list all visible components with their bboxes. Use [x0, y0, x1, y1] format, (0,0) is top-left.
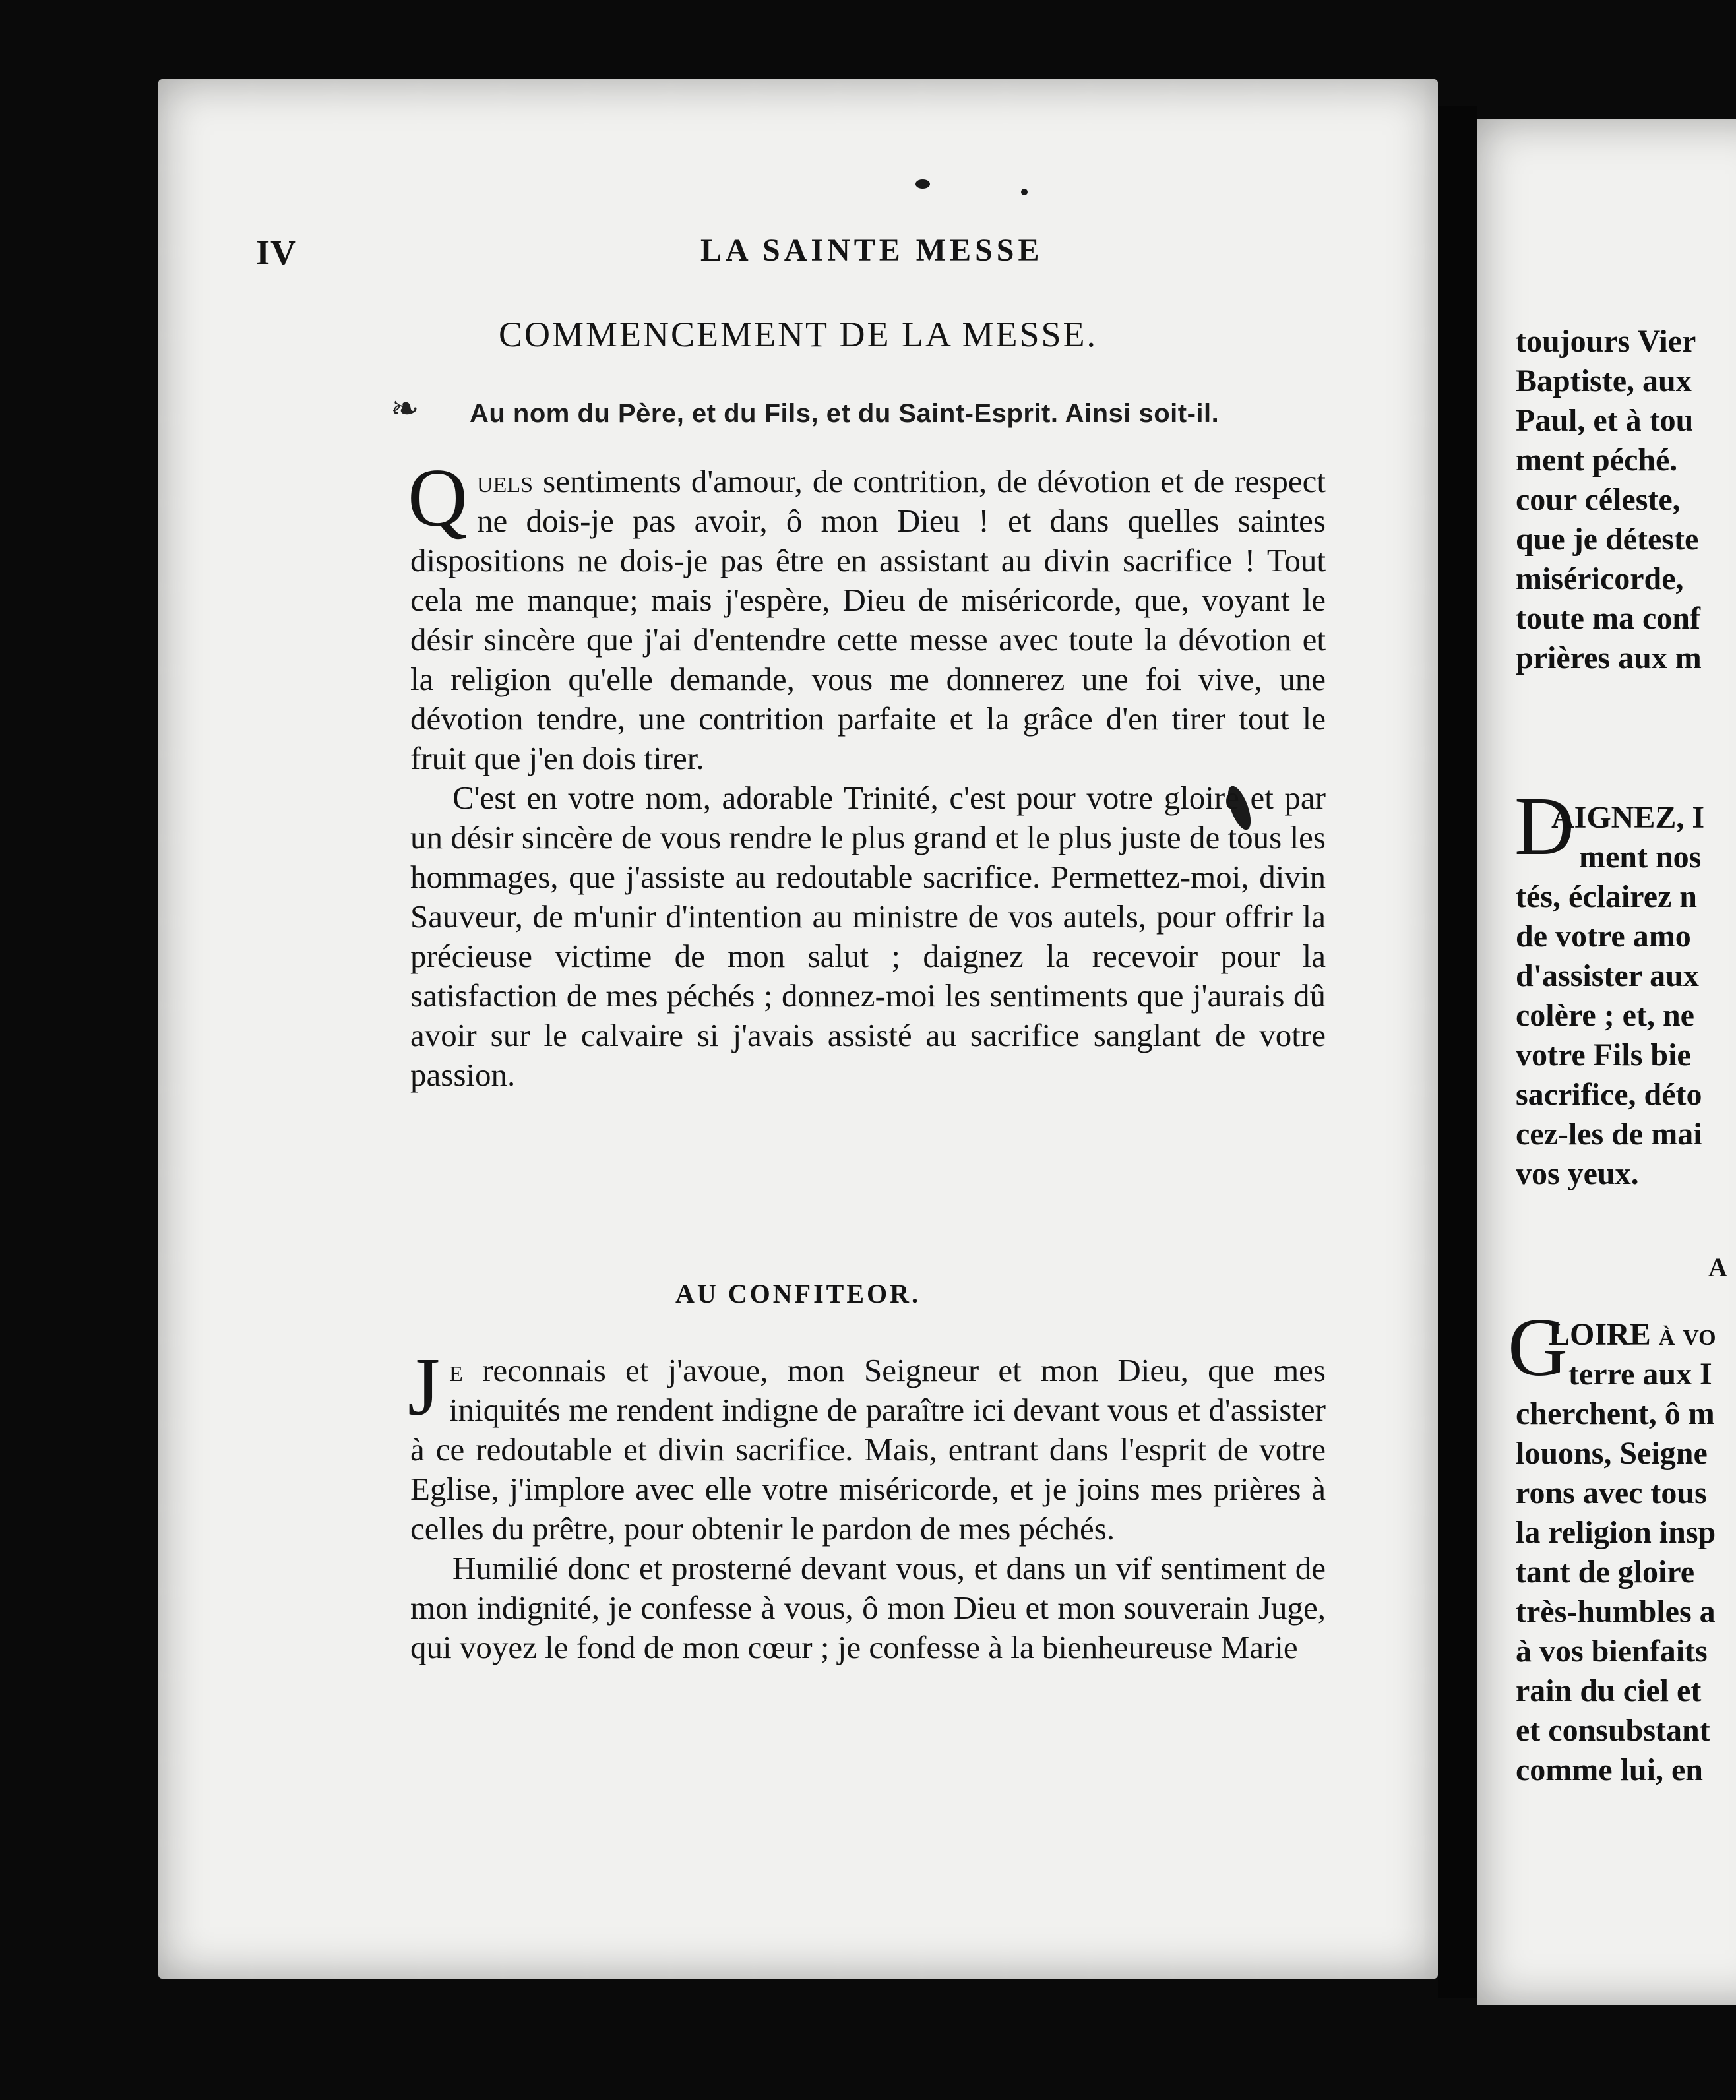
paragraph: [408, 1342, 1326, 1549]
section-title-commencement: COMMENCEMENT DE LA MESSE.: [498, 315, 1098, 354]
ink-blot: [915, 179, 930, 189]
right-section-title-fragment: A: [1708, 1252, 1730, 1282]
drop-cap: D: [1514, 781, 1574, 873]
text-line: comme lui, en: [1516, 1752, 1703, 1787]
text-line: cherchent, ô m: [1516, 1396, 1715, 1431]
drop-cap: G: [1508, 1302, 1568, 1394]
text-line: ment nos: [1579, 840, 1702, 875]
paragraph: C'est en votre nom, adorable Trinité, c'est pour votre gloire et par un désir sincère de vous rendre le plus grand et le plus juste de tous les hommages, que j'assiste au redoutable sacrifice. Permettez-moi, divin Sauveur, de m'unir d'intention au ministre de vos autels, pour offrir la précieuse victime de mon salut ; daignez la recevoir pour la satisfaction de mes péchés ; donnez-moi les sentiments que j'aurais dû avoir sur le calvaire si j'avais assisté au sacrifice sanglant de votre passion.: [410, 780, 1326, 1093]
text-line: Paul, et à tou: [1516, 403, 1694, 438]
text-line: et consubstant: [1516, 1713, 1710, 1748]
text-line: à vos bienfaits: [1516, 1634, 1708, 1669]
text-line: tant de gloire: [1516, 1555, 1695, 1590]
text-line: d'assister aux: [1516, 958, 1699, 993]
text-line: de votre amo: [1516, 919, 1691, 954]
text-line: la religion insp: [1516, 1515, 1716, 1550]
text-line: rons avec tous: [1516, 1475, 1707, 1510]
ink-blot: [1021, 189, 1028, 195]
running-title: LA SAINTE MESSE: [700, 233, 1043, 268]
book-gutter: [1438, 106, 1477, 1998]
paragraph: Humilié donc et prosterné devant vous, et dans un vif sentiment de mon indignité, je confesse à vous, ô mon Dieu et mon souverain Juge, qui voyez le fond de mon cœur ; je confesse à la bienheureuse Marie: [410, 1550, 1326, 1665]
text-line: vos yeux.: [1516, 1156, 1639, 1191]
commencement-text: [408, 452, 1326, 1095]
text-line: très-humbles a: [1516, 1594, 1716, 1629]
text-line: LOIRE à vo: [1549, 1317, 1716, 1352]
text-line: colère ; et, ne: [1516, 998, 1694, 1033]
text-line: que je déteste: [1516, 522, 1699, 557]
text-line: toujours Vier: [1516, 324, 1696, 359]
paragraph-text: sentiments d'amour, de contrition, de dévotion et de respect ne dois-je pas avoir, ô mon Dieu ! et dans quelles saintes dispositions ne dois-je pas être en assistant au divin sacrifice ! Tout cela me manque; mais j'espère, Dieu de miséricorde, que, voyant le désir sincère que j'ai d'entendre cette messe avec toute la dévotion et la religion qu'elle demande, vous me donnerez une foi vive, une dévotion tendre, une contrition parfaite et la grâce d'en tirer tout le fruit que j'en dois tirer.: [410, 463, 1326, 776]
invocation-line: Au nom du Père, et du Fils, et du Saint-Esprit. Ainsi soit-il.: [470, 399, 1220, 428]
text-line: prières aux m: [1516, 640, 1702, 675]
drop-cap: Q: [408, 452, 468, 544]
text-line: votre Fils bie: [1516, 1037, 1691, 1072]
text-line: Baptiste, aux: [1516, 363, 1692, 398]
text-line: ment péché.: [1516, 443, 1678, 478]
text-line: cez-les de mai: [1516, 1117, 1702, 1152]
section-title-confiteor: AU CONFITEOR.: [675, 1279, 921, 1309]
small-caps-lead: e: [449, 1352, 463, 1388]
drop-cap: J: [408, 1342, 441, 1433]
text-line: cour céleste,: [1516, 482, 1681, 517]
small-caps-lead: uels: [477, 463, 533, 499]
text-line: rain du ciel et: [1516, 1673, 1702, 1708]
text-line: miséricorde,: [1516, 561, 1684, 596]
paragraph-text: reconnais et j'avoue, mon Seigneur et mon Dieu, que mes iniquités me rendent indigne de paraître ici devant vous et d'assister à ce redoutable et divin sacrifice. Mais, entrant dans l'esprit de votre Eglise, j'implore avec elle votre miséricorde, et je joins mes prières à celles du prêtre, pour obtenir le pardon de mes péchés.: [410, 1352, 1326, 1547]
pilcrow-icon: ❧: [390, 390, 419, 428]
text-line: AIGNEZ, I: [1551, 800, 1705, 835]
text-line: tés, éclairez n: [1516, 879, 1697, 914]
page-number: IV: [256, 233, 297, 272]
text-line: toute ma conf: [1516, 601, 1700, 636]
text-line: louons, Seigne: [1516, 1436, 1708, 1471]
paragraph: [408, 452, 1326, 778]
text-line: sacrifice, déto: [1516, 1077, 1702, 1112]
confiteor-text: [408, 1342, 1326, 1667]
text-line: terre aux I: [1568, 1357, 1712, 1392]
